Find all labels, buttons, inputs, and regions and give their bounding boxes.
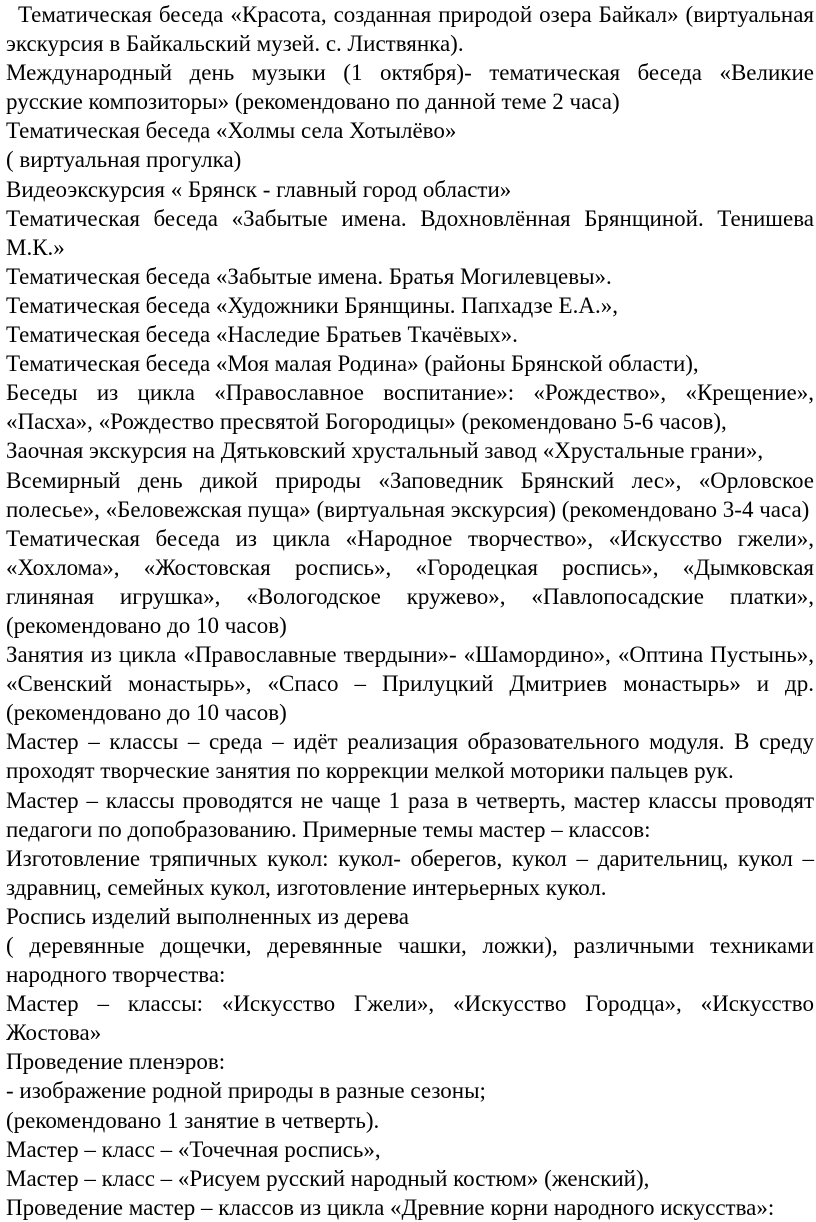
paragraph-8: Тематическая беседа «Художники Брянщины. Папхадзе Е.А.»,	[6, 292, 618, 318]
paragraph-25: Мастер – класс – «Точечная роспись»,	[6, 1136, 381, 1162]
paragraph-9: Тематическая беседа «Наследие Братьев Ткачёвых».	[6, 322, 518, 348]
paragraph-10: Тематическая беседа «Моя малая Родина» (районы Брянской области),	[6, 351, 699, 377]
paragraph-4: ( виртуальная прогулка)	[6, 147, 242, 173]
paragraph-23: - изображение родной природы в разные сезоны;	[6, 1078, 486, 1104]
paragraph-26: Мастер – класс – «Рисуем русский народный костюм» (женский),	[6, 1165, 650, 1191]
paragraph-27: Проведение мастер – классов из цикла «Древние корни народного искусства»:	[6, 1194, 775, 1220]
paragraph-20: ( деревянные дощечки, деревянные чашки, ложки), различными техниками народного творчества:	[6, 933, 814, 988]
paragraph-16: Мастер – классы – среда – идёт реализация образовательного модуля. В среду проходят творческие занятия по коррекции мелкой моторики пальцев рук.	[6, 729, 814, 784]
paragraph-21: Мастер – классы: «Искусство Гжели», «Искусство Городца», «Искусство Жостова»	[6, 991, 814, 1046]
paragraph-12: Заочная экскурсия на Дятьковский хрустальный завод «Хрустальные грани»,	[6, 438, 764, 464]
paragraph-7: Тематическая беседа «Забытые имена. Братья Могилевцевы».	[6, 263, 612, 289]
paragraph-5: Видеоэкскурсия « Брянск - главный город области»	[6, 176, 512, 202]
paragraph-1: Тематическая беседа «Красота, созданная природой озера Байкал» (виртуальная экскурсия в Байкальский музей. с. Листвянка).	[6, 2, 814, 57]
paragraph-24: (рекомендовано 1 занятие в четверть).	[6, 1107, 380, 1133]
paragraph-17: Мастер – классы проводятся не чаще 1 раза в четверть, мастер классы проводят педагоги по допобразованию. Примерные темы мастер – классов:	[6, 787, 814, 842]
paragraph-19: Роспись изделий выполненных из дерева	[6, 903, 409, 929]
paragraph-2: Международный день музыки (1 октября)- тематическая беседа «Великие русские композиторы» (рекомендовано по данной теме 2 часа)	[6, 60, 814, 115]
paragraph-3: Тематическая беседа «Холмы села Хотылёво»	[6, 118, 457, 144]
paragraph-18: Изготовление тряпичных кукол: кукол- оберегов, кукол – дарительниц, кукол – здравниц, семейных кукол, изготовление интерьерных кукол.	[6, 845, 814, 900]
paragraph-15: Занятия из цикла «Православные твердыни»- «Шамордино», «Оптина Пустынь», «Свенский монастырь», «Спасо – Прилуцкий Дмитриев монастырь» и др.(рекомендовано до 10 часов)	[6, 642, 814, 726]
paragraph-6: Тематическая беседа «Забытые имена. Вдохновлённая Брянщиной. Тенишева М.К.»	[6, 205, 814, 260]
paragraph-14: Тематическая беседа из цикла «Народное творчество», «Искусство гжели», «Хохлома», «Жостовская роспись», «Городецкая роспись», «Дымковская глиняная игрушка», «Вологодское кружево», «Павлопосадские платки», (рекомендовано до 10 часов)	[6, 525, 814, 638]
paragraph-13: Всемирный день дикой природы «Заповедник Брянский лес», «Орловское полесье», «Беловежская пуща» (виртуальная экскурсия) (рекомендовано 3-4 часа)	[6, 467, 814, 522]
paragraph-11: Беседы из цикла «Православное воспитание»: «Рождество», «Крещение», «Пасха», «Рождество пресвятой Богородицы» (рекомендовано 5-6 часов),	[6, 380, 814, 435]
paragraph-22: Проведение пленэров:	[6, 1049, 226, 1075]
